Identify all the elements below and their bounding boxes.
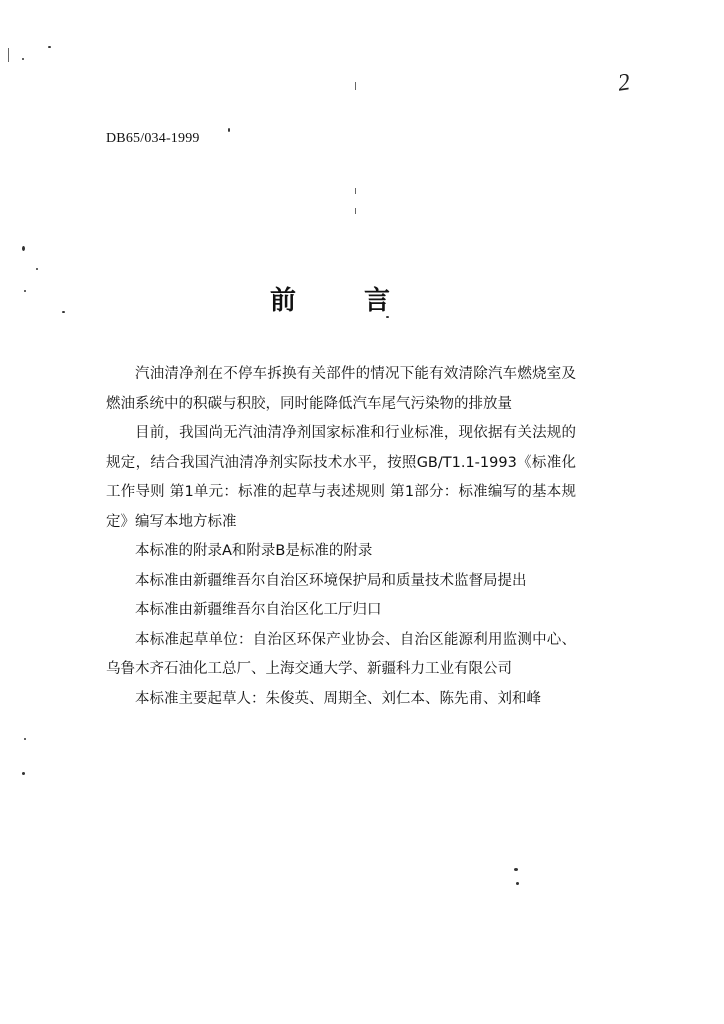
scan-mark: [355, 82, 356, 90]
paragraph-basis: 目前，我国尚无汽油清净剂国家标准和行业标准，现依据有关法规的规定，结合我国汽油清净剂实际技术水平，按照GB/T1.1-1993《标准化工作导则 第1单元：标准的起草与表述规则 第1部分：标准编写的基本规定》编写本地方标准: [106, 425, 576, 530]
scan-mark: [355, 208, 356, 214]
scan-speck: [22, 772, 25, 775]
paragraph-drafters: 本标准主要起草人：朱俊英、周期全、刘仁本、陈先甫、刘和峰: [135, 690, 541, 707]
paragraph-appendix: 本标准的附录A和附录B是标准的附录: [135, 543, 373, 559]
handwritten-page-number: 2: [616, 69, 632, 97]
paragraph-administrator: 本标准由新疆维吾尔自治区化工厅归口: [135, 602, 382, 618]
foreword-body: [106, 360, 576, 714]
scan-speck: [228, 128, 230, 132]
scan-speck: [62, 311, 65, 313]
scan-speck: [24, 738, 26, 740]
paragraph-drafting-units: 本标准起草单位：自治区环保产业协会、自治区能源利用监测中心、乌鲁木齐石油化工总厂、上海交通大学、新疆科力工业有限公司: [106, 631, 576, 677]
scan-speck: [24, 290, 26, 292]
scan-speck: [514, 868, 518, 871]
scan-speck: [22, 58, 24, 60]
title-char-2: 言: [363, 286, 390, 316]
title-char-1: 前: [270, 286, 297, 316]
scan-speck: [386, 316, 389, 318]
page-title: [270, 280, 390, 317]
scan-speck: [36, 268, 38, 270]
document-code: DB65/034-1999: [106, 131, 200, 146]
scan-speck: [516, 882, 519, 885]
scan-speck: [48, 46, 51, 48]
scan-mark: [355, 188, 356, 194]
paragraph-purpose: 汽油清净剂在不停车拆换有关部件的情况下能有效清除汽车燃烧室及燃油系统中的积碳与积胶，同时能降低汽车尾气污染物的排放量: [106, 366, 576, 412]
paragraph-proposer: 本标准由新疆维吾尔自治区环境保护局和质量技术监督局提出: [135, 572, 527, 589]
scan-speck: [22, 246, 25, 251]
scan-mark: [8, 48, 9, 62]
